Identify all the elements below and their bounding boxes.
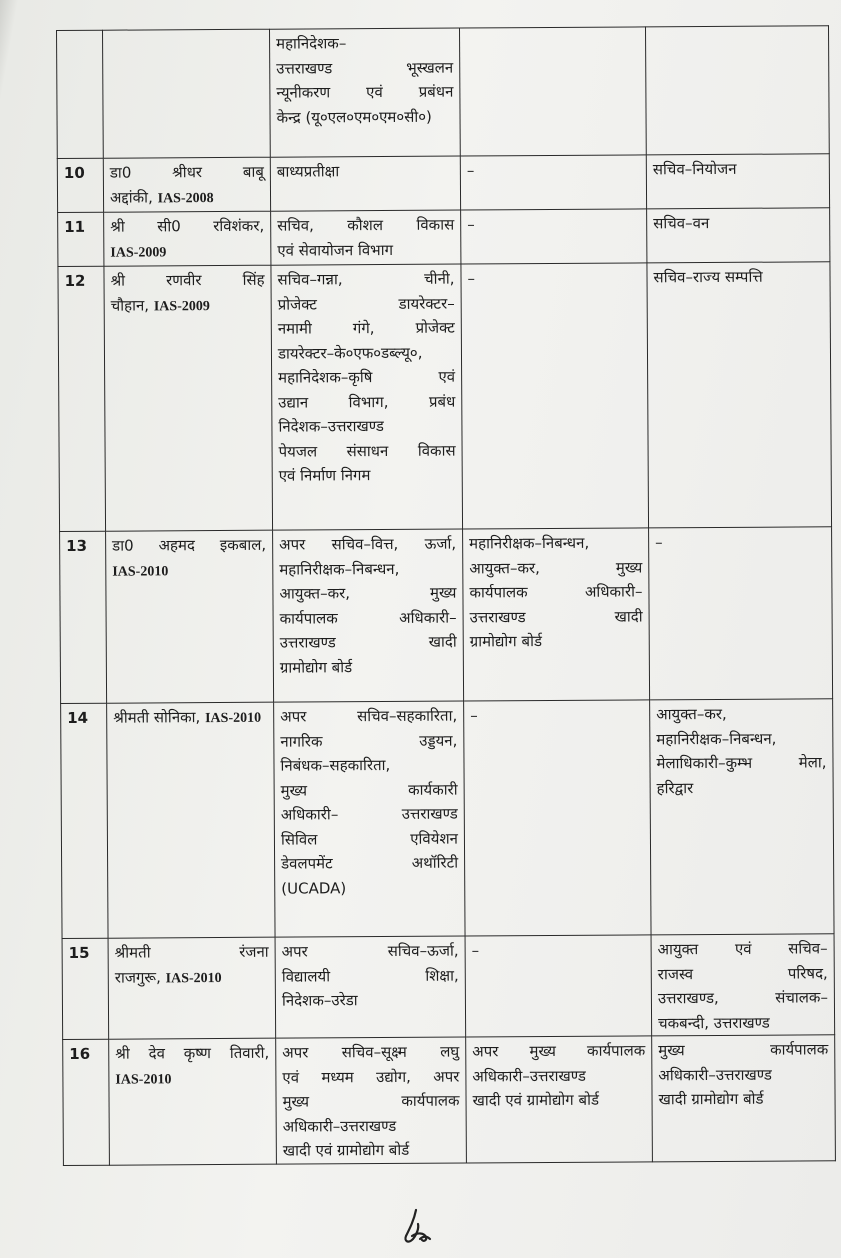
relieved-from-cell (464, 700, 651, 936)
officer-name-line: अद्दांकी, (109, 187, 153, 207)
table-row (60, 527, 833, 704)
new-posting-cell (647, 262, 832, 528)
ias-batch: IAS-2009 (153, 298, 210, 314)
officer-name-cell (107, 702, 275, 938)
relieved-from-cell (463, 528, 650, 701)
officer-name-line: श्री सी0 रविशंकर, (110, 216, 265, 236)
cell-line: आयुक्त–कर, मुख्य (469, 557, 643, 577)
cell-line: प्रोजेक्ट डायरेक्टर– (277, 294, 455, 314)
officer-name-line: श्रीमती सोनिका, (113, 708, 201, 727)
cell-line: महानिरीक्षक–निबन्धन, (469, 533, 590, 553)
officer-name-line: श्री रणवीर सिंह (110, 270, 265, 290)
officer-name-line: डा0 श्रीधर बाबू (109, 162, 264, 182)
cell-line: सचिव–गन्ना, चीनी, (277, 269, 455, 289)
cell-line: सचिव–राज्य सम्पत्ति (653, 267, 763, 287)
current-posting-cell (271, 210, 461, 265)
officer-name-cell (104, 211, 271, 266)
cell-line: सचिव–नियोजन (652, 159, 737, 179)
ias-batch: IAS-2008 (157, 190, 214, 206)
cell-line: – (655, 533, 663, 552)
cell-line: मेलाधिकारी–कुम्भ मेला, (656, 753, 827, 773)
cell-line: एवं मध्यम उद्योग, अपर (282, 1067, 460, 1087)
relieved-from-cell (466, 1036, 653, 1163)
cell-line: एवं निर्माण निगम (278, 466, 371, 485)
relieved-from-cell (465, 935, 652, 1037)
table-row (62, 934, 835, 1040)
cell-line: मुख्य कार्यपालक (658, 1040, 829, 1060)
cell-line: मुख्य कार्यकारी (280, 780, 458, 800)
cell-line: एवं सेवायोजन विभाग (277, 240, 394, 260)
cell-line: विद्यालयी शिक्षा, (281, 966, 459, 986)
cell-line: खादी ग्रामोद्योग बोर्ड (658, 1089, 764, 1109)
cell-line: अधिकारी–उत्तराखण्ड (472, 1066, 586, 1085)
cell-line: (UCADA) (281, 878, 347, 898)
current-posting-cell (271, 264, 463, 530)
cell-line: हरिद्वार (656, 778, 694, 797)
officer-name-cell (109, 1038, 277, 1165)
current-posting-cell (274, 701, 465, 937)
officer-name-line: श्रीमती रंजना (114, 942, 269, 962)
relieved-from-cell (460, 155, 646, 210)
cell-line: अपर मुख्य कार्यपालक (472, 1041, 646, 1061)
signature-initials (396, 1206, 436, 1250)
current-posting-cell (275, 936, 466, 1038)
cell-line: उद्यान विभाग, प्रबंध (278, 392, 456, 412)
cell-line: अपर सचिव–वित्त, ऊर्जा, (279, 534, 457, 554)
serial-number-cell: 13 (60, 531, 107, 703)
cell-line: बाध्यप्रतीक्षा (276, 162, 340, 181)
officer-transfer-table (56, 25, 836, 1165)
officer-name-cell (103, 157, 270, 212)
new-posting-cell (650, 699, 834, 935)
cell-line: सचिव–वन (653, 214, 710, 233)
cell-line: डायरेक्टर–के०एफ०डब्ल्यू०, (277, 343, 423, 363)
serial-number-cell: 15 (62, 938, 109, 1039)
cell-line: उत्तराखण्ड भूस्खलन (276, 58, 454, 78)
cell-line: अधिकारी–उत्तराखण्ड (282, 1116, 397, 1136)
table-row (58, 208, 830, 267)
cell-line: आयुक्त एवं सचिव– (657, 939, 828, 959)
current-posting-cell (273, 529, 464, 702)
serial-number-cell: 10 (57, 158, 103, 212)
officer-name-line: श्री देव कृष्ण तिवारी, (115, 1043, 270, 1063)
cell-line: – (467, 269, 476, 288)
cell-line: खादी एवं ग्रामोद्योग बोर्ड (282, 1140, 410, 1160)
cell-line: अधिकारी–उत्तराखण्ड (658, 1065, 772, 1084)
cell-line: राजस्व परिषद, (657, 963, 828, 983)
cell-line: उत्तराखण्ड, संचालक– (657, 988, 828, 1008)
new-posting-cell (646, 154, 829, 209)
cell-line: अपर सचिव–ऊर्जा, (281, 941, 459, 961)
new-posting-cell (645, 26, 829, 155)
cell-line: महानिरीक्षक–निबन्धन, (656, 729, 777, 748)
new-posting-cell (649, 527, 833, 700)
serial-number-cell: 11 (58, 212, 104, 266)
cell-line: खादी एवं ग्रामोद्योग बोर्ड (472, 1090, 600, 1110)
cell-line: नमामी गंगे, प्रोजेक्ट (277, 318, 455, 338)
table-row (63, 1035, 836, 1165)
cell-line: – (466, 161, 475, 180)
relieved-from-cell (461, 263, 649, 529)
serial-number-cell (57, 30, 104, 158)
serial-number-cell: 16 (63, 1039, 110, 1165)
current-posting-cell (269, 28, 460, 157)
serial-number-cell: 14 (61, 703, 108, 938)
ias-batch: IAS-2010 (112, 563, 169, 580)
current-posting-cell (276, 1037, 467, 1164)
ias-batch: IAS-2010 (205, 710, 262, 727)
officer-name-cell (108, 937, 276, 1039)
table-row (61, 699, 834, 939)
cell-line: उत्तराखण्ड खादी (469, 606, 643, 626)
new-posting-cell (651, 934, 835, 1036)
relieved-from-cell (461, 209, 647, 264)
serial-number-cell: 12 (58, 266, 106, 531)
cell-line: सचिव, कौशल विकास (277, 215, 455, 235)
cell-line: कार्यपालक अधिकारी– (469, 582, 643, 602)
officer-name-cell (104, 265, 273, 531)
cell-line: निदेशक–उत्तराखण्ड (278, 417, 384, 436)
cell-line: ग्रामोद्योग बोर्ड (279, 657, 353, 677)
cell-line: ग्रामोद्योग बोर्ड (469, 632, 543, 651)
ias-batch: IAS-2009 (110, 244, 167, 261)
officer-name-cell (103, 29, 271, 158)
relieved-from-cell (459, 27, 646, 156)
new-posting-cell (652, 1035, 836, 1162)
cell-line: निदेशक–उरेडा (281, 991, 358, 1010)
current-posting-cell (270, 156, 460, 211)
cell-line: – (467, 215, 475, 234)
table-row (57, 26, 830, 159)
cell-line: अपर सचिव–सूक्ष्म लघु (282, 1042, 460, 1062)
officer-name-cell (106, 530, 274, 703)
cell-line: आयुक्त–कर, मुख्य (279, 583, 457, 603)
table-row (57, 154, 829, 213)
cell-line: नागरिक उड्डयन, (280, 731, 458, 751)
cell-line: महानिरीक्षक–निबन्धन, (279, 559, 400, 579)
cell-line: चकबन्दी, उत्तराखण्ड (658, 1013, 770, 1032)
cell-line: सिविल एवियेशन (280, 829, 458, 849)
cell-line: न्यूनीकरण एवं प्रबंधन (276, 82, 454, 102)
new-posting-cell (647, 208, 830, 263)
cell-line: – (471, 941, 480, 960)
cell-line: महानिदेशक–कृषि एवं (278, 367, 456, 387)
ias-batch: IAS-2010 (115, 1071, 172, 1088)
cell-line: पेयजल संसाधन विकास (278, 441, 456, 461)
officer-name-line: चौहान, (110, 295, 150, 315)
cell-line: निबंधक–सहकारिता, (280, 755, 391, 775)
cell-line: अधिकारी– उत्तराखण्ड (280, 804, 458, 824)
cell-line: डेवलपमेंट अथॉरिटी (281, 853, 459, 873)
cell-line: अपर सचिव–सहकारिता, (280, 706, 458, 726)
cell-line: मुख्य कार्यपालक (282, 1091, 460, 1111)
ias-batch: IAS-2010 (165, 970, 222, 986)
officer-name-line: डा0 अहमद इकबाल, (112, 535, 267, 555)
officer-name-line: राजगुरू, (114, 967, 161, 987)
cell-line: केन्द्र (यू०एल०एम०एम०सी०) (276, 107, 432, 127)
table-row (58, 262, 832, 532)
cell-line: – (470, 706, 478, 725)
cell-line: आयुक्त–कर, (656, 704, 727, 724)
cell-line: उत्तराखण्ड खादी (279, 632, 457, 652)
cell-line: कार्यपालक अधिकारी– (279, 608, 457, 628)
cell-line: महानिदेशक– (276, 34, 347, 53)
